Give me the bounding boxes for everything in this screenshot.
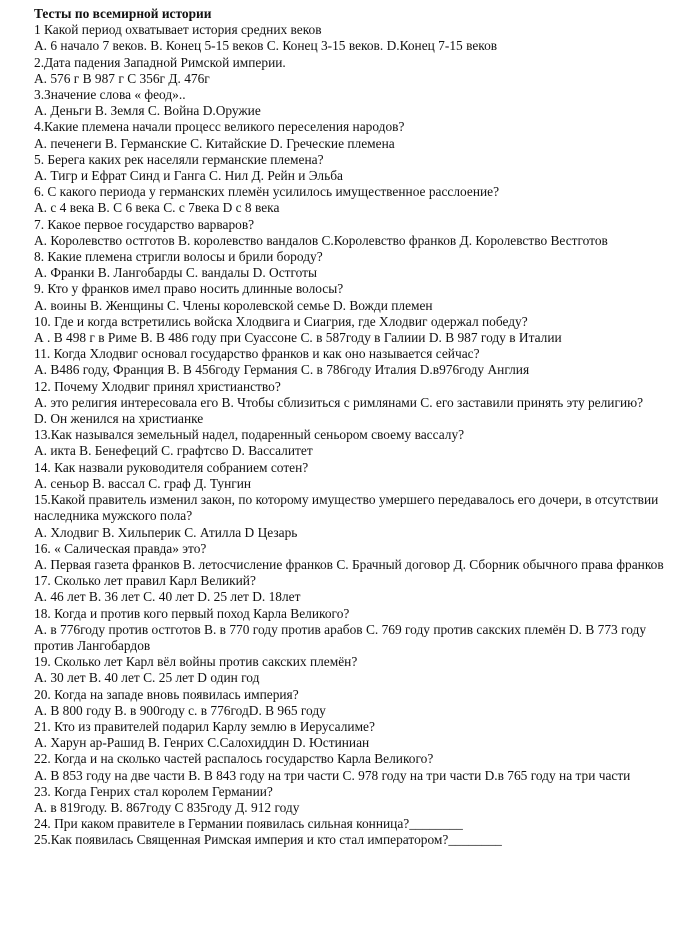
- text-line: 19. Сколько лет Карл вёл войны против сакских племён?: [34, 654, 358, 670]
- text-line: А. Хлодвиг В. Хильперик С. Атилла D Цезарь: [34, 524, 298, 540]
- text-line: 25.Как появилась Священная Римская империя и кто стал императором?________: [34, 832, 502, 848]
- text-line: 18. Когда и против кого первый поход Карла Великого?: [34, 605, 350, 621]
- text-line: 1 Какой период охватывает история средних веков: [34, 22, 322, 38]
- text-line: 15.Какой правитель изменил закон, по которому имущество умершего передавалось его дочери, в отсутствии наследника мужского пола?: [34, 492, 659, 524]
- text-line: А . В 498 г в Риме В. В 486 году при Суассоне С. в 587году в Галиии D. В 987 году в Италии: [34, 330, 562, 346]
- text-line: 12. Почему Хлодвиг принял христианство?: [34, 378, 281, 394]
- document-title: Тесты по всемирной истории: [34, 6, 212, 21]
- text-line: А. с 4 века В. С 6 века С. с 7века D с 8 века: [34, 200, 280, 216]
- text-line: 24. При каком правителе в Германии появилась сильная конница?________: [34, 816, 463, 832]
- text-line: 10. Где и когда встретились войска Хлодвига и Сиагрия, где Хлодвиг одержал победу?: [34, 313, 528, 329]
- text-line: А. Харун ар-Рашид В. Генрих С.Салохиддин D. Юстиниан: [34, 735, 370, 751]
- text-line: 9. Кто у франков имел право носить длинные волосы?: [34, 281, 344, 297]
- text-line: А. 576 г В 987 г С 356г Д. 476г: [34, 70, 210, 86]
- text-line: А. В 800 году В. в 900году с. в 776годD. В 965 году: [34, 702, 326, 718]
- text-line: А. В 853 году на две части В. В 843 году на три части С. 978 году на три части D.в 765 году на три части: [34, 767, 631, 783]
- text-line: А. икта В. Бенефеций С. графтсво D. Вассалитет: [34, 443, 313, 459]
- text-line: А. в 776году против остготов В. в 770 году против арабов С. 769 году против сакских племён D. В 773 году против Лангобардов: [34, 621, 647, 653]
- question-list: [34, 22, 674, 848]
- text-line: 4.Какие племена начали процесс великого переселения народов?: [34, 119, 405, 135]
- text-line: 3.Значение слова « феод»..: [34, 87, 186, 103]
- text-line: 17. Сколько лет правил Карл Великий?: [34, 573, 256, 589]
- text-line: 22. Когда и на сколько частей распалось государство Карла Великого?: [34, 751, 434, 767]
- text-line: 7. Какое первое государство варваров?: [34, 216, 255, 232]
- text-line: А. 46 лет В. 36 лет С. 40 лет D. 25 лет D. 18лет: [34, 589, 301, 605]
- document-page: [34, 6, 674, 849]
- text-line: 6. С какого периода у германских племён усилилось имущественное расслоение?: [34, 184, 500, 200]
- text-line: D. Он женился на христианке: [34, 411, 204, 427]
- text-line: А. воины В. Женщины С. Члены королевской семье D. Вожди племен: [34, 297, 433, 313]
- text-line: А. это религия интересовала его В. Чтобы сблизиться с римлянами С. его заставили принять эту религию?: [34, 394, 644, 410]
- text-line: А. Франки В. Лангобарды С. вандалы D. Остготы: [34, 265, 318, 281]
- text-line: А. Королевство остготов В. королевство вандалов С.Королевство франков Д. Королевство Вестготов: [34, 232, 608, 248]
- text-line: 14. Как назвали руководителя собранием сотен?: [34, 459, 309, 475]
- text-line: 20. Когда на западе вновь появилась империя?: [34, 686, 299, 702]
- text-line: А. в 819году. В. 867году С 835году Д. 912 году: [34, 799, 300, 815]
- text-line: А. 6 начало 7 веков. В. Конец 5-15 веков С. Конец 3-15 веков. D.Конец 7-15 веков: [34, 38, 498, 54]
- text-line: А. сеньор В. вассал С. граф Д. Тунгин: [34, 475, 252, 491]
- text-line: А. Первая газета франков В. летосчисление франков С. Брачный договор Д. Сборник обычного права франков: [34, 556, 664, 572]
- text-line: А. В486 году, Франция В. В 456году Германия С. в 786году Италия D.в976году Англия: [34, 362, 530, 378]
- text-line: А. 30 лет В. 40 лет С. 25 лет D один год: [34, 670, 260, 686]
- text-line: А. Тигр и Ефрат Синд и Ганга С. Нил Д. Рейн и Эльба: [34, 168, 343, 184]
- text-line: 11. Когда Хлодвиг основал государство франков и как оно называется сейчас?: [34, 346, 480, 362]
- text-line: 13.Как назывался земельный надел, подаренный сеньором своему вассалу?: [34, 427, 465, 443]
- text-line: 16. « Салическая правда» это?: [34, 540, 207, 556]
- text-line: 8. Какие племена стригли волосы и брили бороду?: [34, 249, 323, 265]
- text-line: 23. Когда Генрих стал королем Германии?: [34, 783, 273, 799]
- text-line: 5. Берега каких рек населяли германские племена?: [34, 151, 324, 167]
- text-line: А. Деньги В. Земля С. Война D.Оружие: [34, 103, 261, 119]
- text-line: 21. Кто из правителей подарил Карлу землю в Иерусалиме?: [34, 718, 375, 734]
- text-line: 2.Дата падения Западной Римской империи.: [34, 54, 286, 70]
- text-line: А. печенеги В. Германские С. Китайские D. Греческие племена: [34, 135, 395, 151]
